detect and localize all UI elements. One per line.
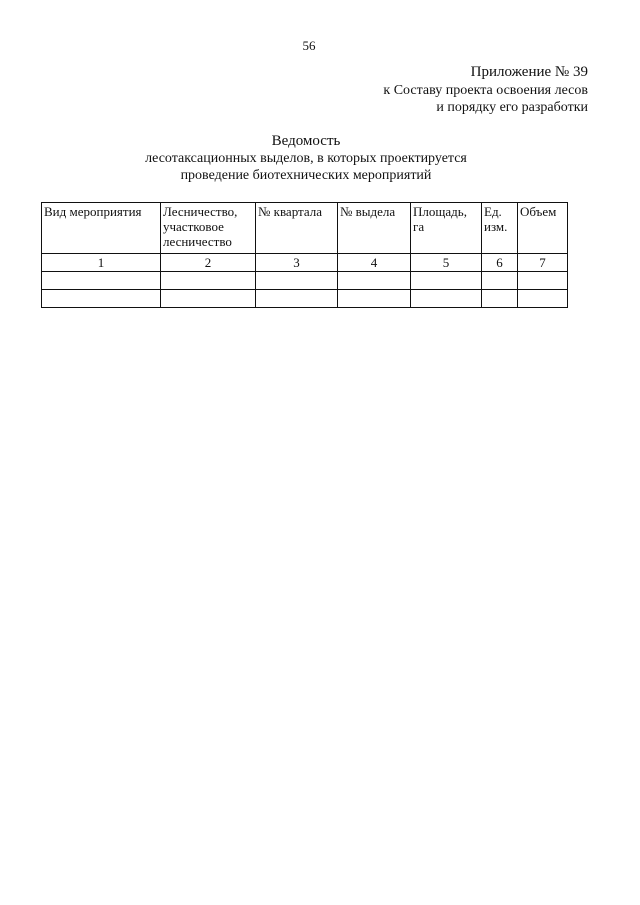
table-cell	[161, 290, 256, 308]
title-main: Ведомость	[271, 133, 341, 149]
appendix-block	[383, 62, 588, 116]
table-cell	[518, 272, 568, 290]
table-cell	[42, 290, 161, 308]
table-cell	[411, 272, 482, 290]
column-number-cell: 7	[518, 254, 568, 272]
header-cell-plot-number: № выдела	[338, 203, 411, 254]
table-row	[42, 290, 568, 308]
table-cell	[42, 272, 161, 290]
table-cell	[256, 290, 338, 308]
document-title	[0, 133, 612, 184]
table-cell	[411, 290, 482, 308]
column-number-cell: 5	[411, 254, 482, 272]
table-cell	[161, 272, 256, 290]
page-number: 56	[302, 38, 316, 53]
header-row	[42, 203, 568, 254]
header-cell-volume: Объем	[518, 203, 568, 254]
column-number-cell: 2	[161, 254, 256, 272]
register-table	[41, 202, 568, 308]
table-cell	[518, 290, 568, 308]
appendix-subtitle-1: к Составу проекта освоения лесов	[383, 83, 588, 98]
title-line-3: проведение биотехнических мероприятий	[180, 168, 432, 183]
header-cell-quarter-number: № квартала	[256, 203, 338, 254]
table-cell	[338, 272, 411, 290]
column-number-cell: 1	[42, 254, 161, 272]
title-line-2: лесотаксационных выделов, в которых проектируется	[145, 151, 467, 166]
column-number-cell: 4	[338, 254, 411, 272]
column-number-cell: 3	[256, 254, 338, 272]
appendix-subtitle-2: и порядку его разработки	[436, 100, 588, 115]
header-cell-forestry: Лесничество, участковое лесничество	[161, 203, 256, 254]
table-cell	[338, 290, 411, 308]
table-cell	[482, 290, 518, 308]
table-cell	[482, 272, 518, 290]
table-row	[42, 272, 568, 290]
column-number-cell: 6	[482, 254, 518, 272]
header-cell-unit: Ед. изм.	[482, 203, 518, 254]
table-cell	[256, 272, 338, 290]
header-cell-activity-type: Вид мероприятия	[42, 203, 161, 254]
header-cell-area: Площадь, га	[411, 203, 482, 254]
column-number-row	[42, 254, 568, 272]
appendix-title: Приложение № 39	[470, 64, 588, 80]
